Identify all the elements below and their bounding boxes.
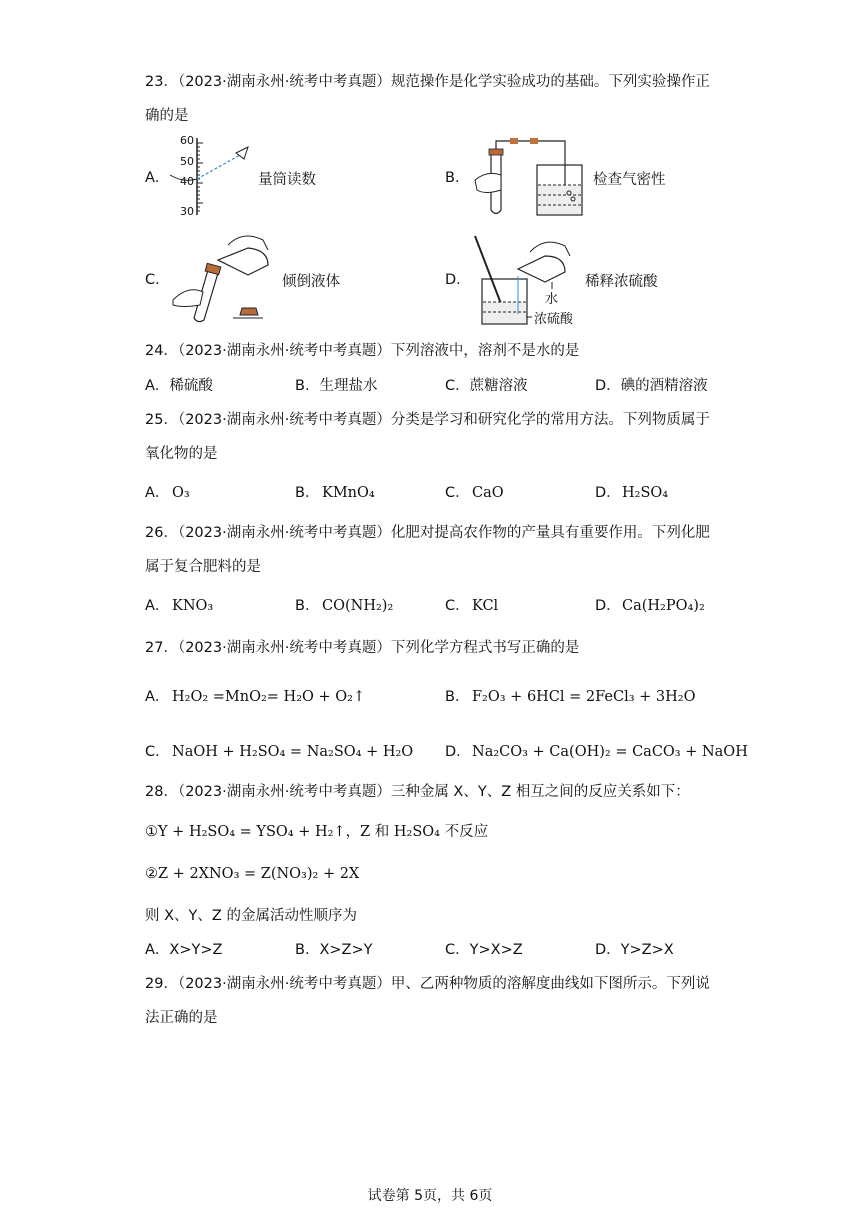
page-footer: 试卷第 5页，共 6页 (367, 1188, 493, 1204)
q28-option-b: B．X>Z>Y (295, 942, 373, 958)
q26-option-b-label: B． (295, 598, 320, 614)
q27-option-a: H₂O₂ =MnO₂= H₂O + O₂↑ (172, 689, 366, 705)
q25-stem-line2: 氧化物的是 (145, 446, 218, 462)
cylinder-tick-30: 30 (180, 205, 194, 218)
q23-stem-line1: 23．（2023·湖南永州·统考中考真题）规范操作是化学实验成功的基础。下列实验操作正 (145, 74, 710, 90)
q24-option-b: B．生理盐水 (295, 378, 378, 394)
q27-option-b: F₂O₃ + 6HCl = 2FeCl₃ + 3H₂O (472, 689, 696, 705)
q24-option-a: A．稀硫酸 (145, 378, 213, 394)
q28-option-d: D．Y>Z>X (595, 942, 674, 958)
q26-option-a-label: A． (145, 598, 170, 614)
cylinder-tick-60: 60 (180, 134, 194, 147)
q28-question: 则 X、Y、Z 的金属活动性顺序为 (145, 908, 357, 924)
q26-option-c: KCl (472, 598, 499, 614)
q23-option-b-label: B． (445, 170, 470, 186)
q27-option-a-label: A． (145, 689, 170, 705)
q23-option-c-label: C． (145, 272, 170, 288)
q25-option-a-label: A． (145, 485, 170, 501)
q27-stem: 27．（2023·湖南永州·统考中考真题）下列化学方程式书写正确的是 (145, 640, 580, 656)
pouring-liquid-figure (168, 230, 278, 325)
q27-option-d-label: D． (445, 744, 471, 760)
q28-option-c: C．Y>X>Z (445, 942, 523, 958)
q23-stem-line2: 确的是 (145, 108, 189, 124)
q28-reaction-1: ①Y + H₂SO₄ = YSO₄ + H₂↑，Z 和 H₂SO₄ 不反应 (145, 824, 489, 840)
q26-option-c-label: C． (445, 598, 470, 614)
q24-option-c: C．蔗糖溶液 (445, 378, 528, 394)
q27-option-c: NaOH + H₂SO₄ = Na₂SO₄ + H₂O (172, 744, 414, 760)
q23-option-d-text: 稀释浓硫酸 (585, 274, 658, 290)
q28-stem: 28．（2023·湖南永州·统考中考真题）三种金属 X、Y、Z 相互之间的反应关系如下： (145, 784, 690, 800)
q27-option-b-label: B． (445, 689, 470, 705)
q25-option-c: CaO (472, 485, 504, 501)
q24-stem: 24．（2023·湖南永州·统考中考真题）下列溶液中，溶剂不是水的是 (145, 343, 580, 359)
q26-option-a: KNO₃ (172, 598, 214, 614)
q24-option-d: D．碘的酒精溶液 (595, 378, 708, 394)
q23-option-a-label: A． (145, 170, 170, 186)
water-label: 水 (545, 292, 559, 307)
cylinder-tick-50: 50 (180, 155, 194, 168)
cylinder-tick-40: 40 (180, 175, 194, 188)
q26-option-d-label: D． (595, 598, 621, 614)
q23-option-c-text: 倾倒液体 (282, 274, 340, 290)
q29-stem-line2: 法正确的是 (145, 1010, 218, 1026)
q25-option-a: O₃ (172, 485, 190, 501)
q26-option-d: Ca(H₂PO₄)₂ (622, 598, 705, 614)
concentrated-acid-label: 浓硫酸 (534, 312, 574, 327)
q29-stem-line1: 29．（2023·湖南永州·统考中考真题）甲、乙两种物质的溶解度曲线如下图所示。下列说 (145, 976, 710, 992)
q27-option-d: Na₂CO₃ + Ca(OH)₂ = CaCO₃ + NaOH (472, 744, 748, 760)
q25-option-c-label: C． (445, 485, 470, 501)
q23-option-d-label: D． (445, 272, 471, 288)
q26-stem-line2: 属于复合肥料的是 (145, 559, 261, 575)
q23-option-b-text: 检查气密性 (593, 172, 666, 188)
q25-stem-line1: 25．（2023·湖南永州·统考中考真题）分类是学习和研究化学的常用方法。下列物质属于 (145, 412, 710, 428)
q23-option-a-text: 量筒读数 (258, 172, 316, 188)
q27-option-c-label: C． (145, 744, 170, 760)
q25-option-d: H₂SO₄ (622, 485, 669, 501)
q28-option-a: A．X>Y>Z (145, 942, 223, 958)
q25-option-b: KMnO₄ (322, 485, 375, 501)
q26-stem-line1: 26．（2023·湖南永州·统考中考真题）化肥对提高农作物的产量具有重要作用。下列化肥 (145, 525, 710, 541)
airtightness-check-figure (465, 135, 590, 220)
q26-option-b: CO(NH₂)₂ (322, 598, 394, 614)
q28-reaction-2: ②Z + 2XNO₃ = Z(NO₃)₂ + 2X (145, 866, 360, 882)
q25-option-d-label: D． (595, 485, 621, 501)
q25-option-b-label: B． (295, 485, 320, 501)
